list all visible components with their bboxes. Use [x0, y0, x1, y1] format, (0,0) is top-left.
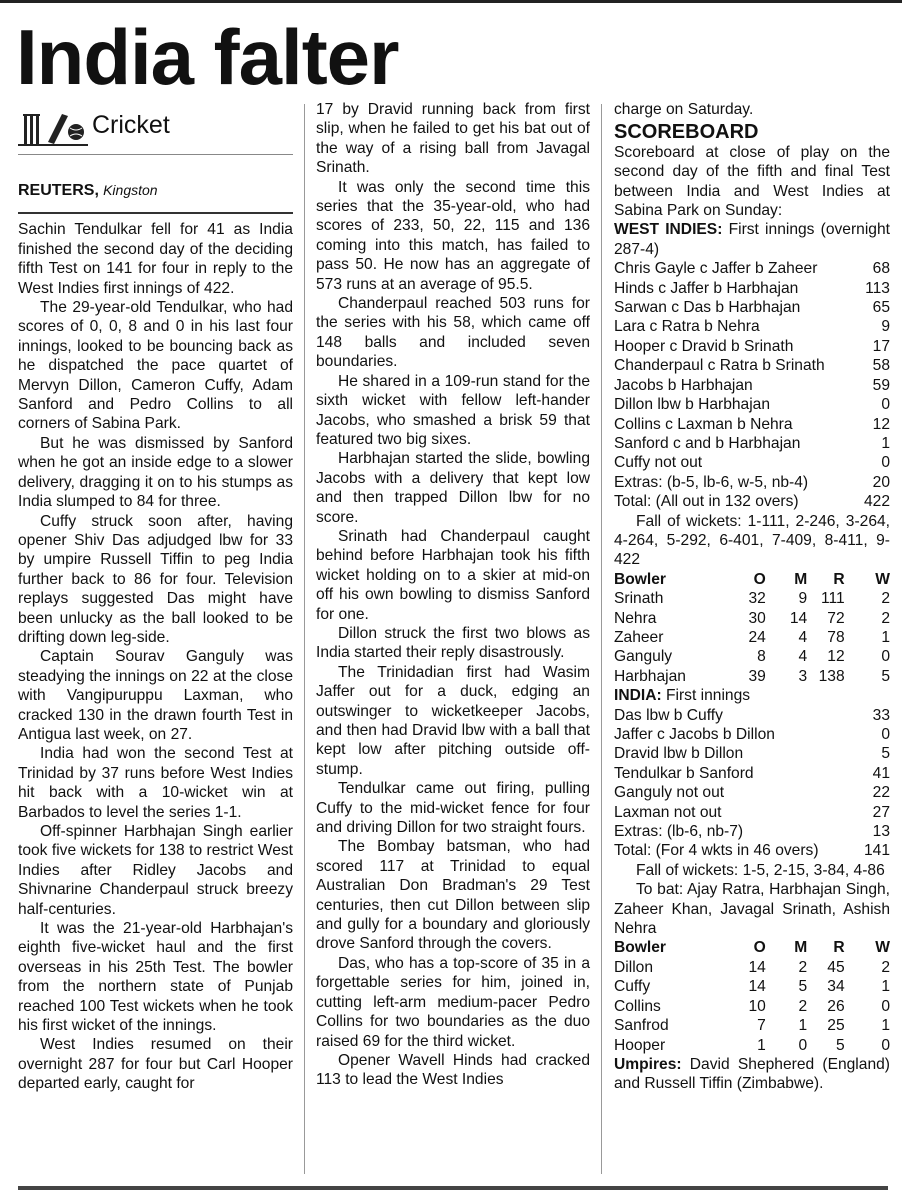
batting-row [614, 492, 890, 511]
overs-col-header: O [753, 570, 766, 588]
overs-value: 39 [748, 667, 766, 685]
bowling-row [614, 609, 890, 628]
batting-row [614, 298, 890, 317]
paragraph: Captain Sourav Ganguly was steadying the innings on 22 at the close with Vangipuruppu Laxman, who cracked 130 in the drawn fourth Test in Antigua last week, on 27. [18, 648, 293, 743]
runs-value: 0 [881, 726, 890, 743]
batsman-entry: Sarwan c Das b Harbhajan [614, 299, 801, 317]
bowler-col-header: Bowler [614, 939, 666, 957]
overs-value: 14 [748, 958, 766, 976]
batting-row [614, 744, 890, 763]
runs-conceded-value: 111 [820, 590, 845, 608]
batting-row [614, 841, 890, 860]
india-innings-label: First innings [666, 687, 751, 705]
wickets-col-header: W [875, 939, 890, 957]
bowler-name: Hooper [614, 1036, 666, 1054]
section-tag [18, 104, 293, 148]
paragraph: Chanderpaul reached 503 runs for the series with his 58, which came off 148 balls and included seven boundaries. [316, 295, 590, 371]
paragraph: Das, who has a top-score of 35 in a forgettable series for him, joined in, cutting left-arm medium-pacer Pedro Collins for two boundaries as the duo raised 69 for the third wicket. [316, 954, 590, 1050]
top-rule [0, 0, 902, 3]
bottom-rule [18, 1186, 888, 1190]
runs-col-header: R [833, 570, 845, 588]
cricket-logo-icon [18, 106, 88, 146]
byline [18, 181, 293, 200]
runs-value: 141 [863, 842, 890, 860]
bowling-header-row [614, 938, 890, 957]
batting-row [614, 473, 890, 492]
batsman-entry: Hinds c Jaffer b Harbhajan [614, 279, 799, 297]
runs-conceded-value: 138 [818, 667, 845, 685]
wi-fall-of-wickets: Fall of wickets: 1-111, 2-246, 3-264, 4-264, 5-292, 6-401, 7-409, 8-411, 9-422 [614, 512, 890, 569]
runs-value: 422 [863, 493, 890, 511]
batsman-entry: Lara c Ratra b Nehra [614, 318, 760, 336]
batsman-entry: Chris Gayle c Jaffer b Zaheer [614, 260, 818, 278]
paragraph: West Indies resumed on their overnight 287 for four but Carl Hooper departed early, caught for [18, 1036, 293, 1093]
column-divider [601, 104, 602, 1174]
runs-value: 22 [872, 784, 890, 802]
scoreboard-intro: Scoreboard at close of play on the second day of the fifth and final Test between India and West Indies at Sabina Park on Sunday: [614, 143, 890, 220]
bowler-name: Nehra [614, 609, 657, 627]
overs-value: 10 [748, 997, 766, 1015]
paragraph: Dillon struck the first two blows as India started their reply disastrously. [316, 624, 590, 662]
paragraph: The Trinidadian first had Wasim Jaffer out for a duck, edging an outswinger to wicketkeeper Jacobs, and then had Dravid lbw with a ball that kept low after pitching outside off-stump. [316, 663, 590, 778]
overs-value: 8 [757, 648, 766, 666]
paragraph: charge on Saturday. [614, 101, 754, 118]
wickets-value: 0 [881, 648, 890, 666]
maidens-col-header: M [794, 939, 808, 957]
runs-col-header: R [833, 939, 845, 957]
batsman-entry: Chanderpaul c Ratra b Srinath [614, 357, 825, 375]
byline-agency: REUTERS, [18, 182, 99, 199]
india-fall-of-wickets: Fall of wickets: 1-5, 2-15, 3-84, 4-86 [636, 861, 885, 879]
article-column-2 [316, 100, 590, 1090]
wickets-value: 1 [881, 978, 890, 996]
batting-row [614, 376, 890, 395]
runs-value: 0 [881, 454, 890, 472]
batsman-entry: Extras: (b-5, lb-6, w-5, nb-4) [614, 473, 809, 491]
batsman-entry: Dravid lbw b Dillon [614, 745, 744, 763]
paragraph: Sachin Tendulkar fell for 41 as India finished the second day of the deciding fifth Test on 141 for four in reply to the West Indies first innings of 422. [18, 221, 293, 297]
overs-value: 30 [748, 609, 766, 627]
maidens-value: 14 [789, 609, 808, 627]
batting-row [614, 783, 890, 802]
bowler-name: Cuffy [614, 978, 651, 996]
batsman-entry: Total: (For 4 wkts in 46 overs) [614, 842, 819, 860]
umpires-text: David Shephered (England) and Russell Tiffin (Zimbabwe). [614, 1055, 890, 1093]
paragraph: Tendulkar came out firing, pulling Cuffy to the mid-wicket fence for four and driving Dillon for two straight fours. [316, 780, 590, 837]
batting-row [614, 395, 890, 414]
bowling-row [614, 667, 890, 686]
runs-value: 33 [872, 706, 890, 724]
runs-value: 1 [881, 434, 890, 452]
wickets-col-header: W [875, 570, 890, 588]
batsman-entry: Collins c Laxman b Nehra [614, 415, 793, 433]
runs-value: 68 [872, 260, 890, 278]
bowling-row [614, 1016, 890, 1035]
batting-row [614, 415, 890, 434]
runs-value: 12 [872, 415, 890, 433]
umpires [614, 1055, 890, 1094]
runs-value: 20 [872, 473, 890, 491]
bowling-row [614, 628, 890, 647]
batting-row [614, 356, 890, 375]
runs-conceded-value: 25 [827, 1017, 845, 1035]
scoreboard-title: SCOREBOARD [614, 121, 759, 144]
runs-conceded-value: 5 [835, 1036, 845, 1054]
wickets-value: 0 [881, 1036, 890, 1054]
batsman-entry: Das lbw b Cuffy [614, 706, 723, 724]
bowler-name: Harbhajan [614, 667, 686, 685]
paragraph: It was only the second time this series that the 35-year-old, who had scores of 233, 50, 22, 115 and 136 coming into this match, has failed to pass 50. He now has an aggregate of 573 runs at an average of 95.5. [316, 178, 590, 293]
overs-value: 32 [748, 590, 766, 608]
runs-value: 113 [865, 279, 890, 297]
article-column-3 [614, 100, 890, 1094]
batsman-entry: Extras: (lb-6, nb-7) [614, 823, 744, 841]
india-team-label: INDIA: [614, 687, 662, 705]
batsman-entry: Jaffer c Jacobs b Dillon [614, 726, 775, 743]
section-label: Cricket [92, 111, 170, 140]
batsman-entry: Hooper c Dravid b Srinath [614, 337, 794, 355]
runs-value: 5 [881, 745, 890, 763]
bowling-row [614, 977, 890, 996]
batsman-entry: Cuffy not out [614, 454, 703, 472]
bowling-row [614, 958, 890, 977]
wickets-value: 2 [881, 590, 890, 608]
byline-location: Kingston [103, 182, 158, 198]
batting-row [614, 317, 890, 336]
bowler-name: Srinath [614, 590, 664, 608]
runs-value: 0 [881, 396, 890, 414]
bowler-name: Collins [614, 997, 661, 1015]
paragraph: The 29-year-old Tendulkar, who had scores of 0, 0, 8 and 0 in his last four innings, looked to be bouncing back as he dispatched the pace quartet of Mervyn Dillon, Cameron Cuffy, Adam Sanford and Pedro Collins to all corners of Sabina Park. [18, 299, 293, 433]
bowler-name: Dillon [614, 958, 653, 976]
runs-conceded-value: 12 [827, 648, 845, 666]
batting-row [614, 706, 890, 725]
runs-conceded-value: 72 [827, 609, 845, 627]
paragraph: Opener Wavell Hinds had cracked 113 to lead the West Indies [316, 1051, 590, 1089]
runs-value: 65 [872, 299, 890, 317]
paragraph: India had won the second Test at Trinidad by 37 runs before West Indies hit back with a 10-wicket win at Barbados to level the series 1-1. [18, 745, 293, 821]
bowling-row [614, 589, 890, 608]
runs-conceded-value: 34 [827, 978, 845, 996]
batsman-entry: Dillon lbw b Harbhajan [614, 396, 771, 414]
paragraph: Harbhajan started the slide, bowling Jacobs with a delivery that kept low and then trapped Dillon lbw for no score. [316, 450, 590, 526]
batsman-entry: Total: (All out in 132 overs) [614, 493, 799, 511]
batsman-entry: Ganguly not out [614, 784, 725, 802]
wickets-value: 2 [881, 609, 890, 627]
overs-value: 24 [748, 628, 766, 646]
batting-row [614, 803, 890, 822]
wi-bowling-table [614, 938, 890, 1054]
maidens-value: 3 [798, 667, 808, 685]
wickets-value: 1 [881, 1017, 890, 1035]
overs-value: 7 [757, 1017, 766, 1035]
to-bat: To bat: Ajay Ratra, Harbhajan Singh, Zaheer Khan, Javagal Srinath, Ashish Nehra [614, 881, 890, 938]
bowling-row [614, 997, 890, 1016]
byline-rule [18, 212, 293, 214]
paragraph: Cuffy struck soon after, having opener Shiv Das adjudged lbw for 33 by umpire Russell Tiffin to peg India further back to 86 for four. Television replays suggested Das might have been unlucky as the ball looked to be drifting down leg-side. [18, 512, 293, 646]
batting-row [614, 259, 890, 278]
batsman-entry: Sanford c and b Harbhajan [614, 434, 801, 452]
umpires-label: Umpires: [614, 1055, 682, 1073]
runs-value: 27 [872, 803, 890, 821]
headline: India falter [16, 13, 399, 101]
paragraph: The Bombay batsman, who had scored 117 at Trinidad to equal Australian Don Bradman's 29 Test centuries, then cut Dillon between slip and gully for a boundary and gloriously drove Sanford through the covers. [316, 838, 590, 953]
bowler-name: Sanfrod [614, 1017, 669, 1035]
wi-batting-card [614, 259, 890, 511]
india-bowling-table [614, 570, 890, 686]
maidens-value: 2 [798, 997, 808, 1015]
paragraph: But he was dismissed by Sanford when he got an inside edge to a slower delivery, dragging it on to his stumps as India slumped to 84 for three. [18, 434, 293, 511]
runs-value: 59 [872, 376, 890, 394]
column-divider [304, 104, 305, 1174]
bowler-col-header: Bowler [614, 570, 666, 588]
batting-row [614, 764, 890, 783]
runs-conceded-value: 78 [827, 628, 845, 646]
maidens-value: 9 [798, 590, 808, 608]
maidens-value: 4 [798, 628, 808, 646]
paragraph: Off-spinner Harbhajan Singh earlier took five wickets for 138 to restrict West Indies after Ridley Jacobs and Shivnarine Chanderpaul struck breezy half-centuries. [18, 823, 293, 918]
wickets-value: 2 [881, 958, 890, 976]
batting-row [614, 337, 890, 356]
paragraph: 17 by Dravid running back from first slip, when he failed to get his bat out of the way of a rising ball from Javagal Srinath. [316, 101, 590, 177]
section-rule [18, 154, 293, 155]
wi-team-label: WEST INDIES: [614, 221, 723, 239]
batting-row [614, 434, 890, 453]
maidens-value: 2 [798, 958, 808, 976]
overs-value: 1 [757, 1036, 766, 1054]
india-batting-card [614, 706, 890, 861]
batting-row [614, 279, 890, 298]
bowling-header-row [614, 570, 890, 589]
bowling-row [614, 1036, 890, 1055]
india-innings-heading [614, 686, 890, 705]
maidens-value: 5 [798, 978, 808, 996]
paragraph: It was the 21-year-old Harbhajan's eighth five-wicket haul and the first overseas in his 25th Test. The bowler from the northern state of Punjab reached 100 Test wickets when he took his first wicket of the innings. [18, 920, 293, 1035]
paragraph: He shared in a 109-run stand for the sixth wicket with fellow left-hander Jacobs, who smashed a brisk 59 that featured two big sixes. [316, 372, 590, 448]
runs-value: 9 [881, 318, 890, 336]
runs-value: 58 [872, 357, 890, 375]
bowling-row [614, 647, 890, 666]
wickets-value: 0 [881, 997, 890, 1015]
bowler-name: Zaheer [614, 628, 664, 646]
runs-value: 41 [872, 764, 890, 782]
batting-row [614, 725, 890, 744]
maidens-value: 4 [798, 648, 808, 666]
overs-value: 14 [748, 978, 766, 996]
wickets-value: 1 [881, 628, 890, 646]
maidens-col-header: M [794, 570, 808, 588]
wi-innings-label: First innings (overnight 287-4) [614, 221, 890, 258]
batsman-entry: Tendulkar b Sanford [614, 764, 754, 782]
maidens-value: 1 [798, 1017, 808, 1035]
maidens-value: 0 [798, 1036, 808, 1054]
runs-value: 17 [872, 337, 890, 355]
batsman-entry: Laxman not out [614, 803, 722, 821]
wickets-value: 5 [881, 667, 890, 685]
article-column-1 [18, 100, 293, 1094]
paragraph: Srinath had Chanderpaul caught behind before Harbhajan took his fifth wicket holding on to a skier at mid-on off his own bowling to dismiss Sanford for one. [316, 527, 590, 623]
runs-conceded-value: 26 [827, 997, 845, 1015]
batsman-entry: Jacobs b Harbhajan [614, 376, 753, 394]
runs-conceded-value: 45 [827, 958, 845, 976]
overs-col-header: O [753, 939, 766, 957]
wi-innings-heading [614, 220, 890, 259]
bowler-name: Ganguly [614, 648, 673, 666]
runs-value: 13 [872, 823, 890, 841]
batting-row [614, 822, 890, 841]
batting-row [614, 453, 890, 472]
